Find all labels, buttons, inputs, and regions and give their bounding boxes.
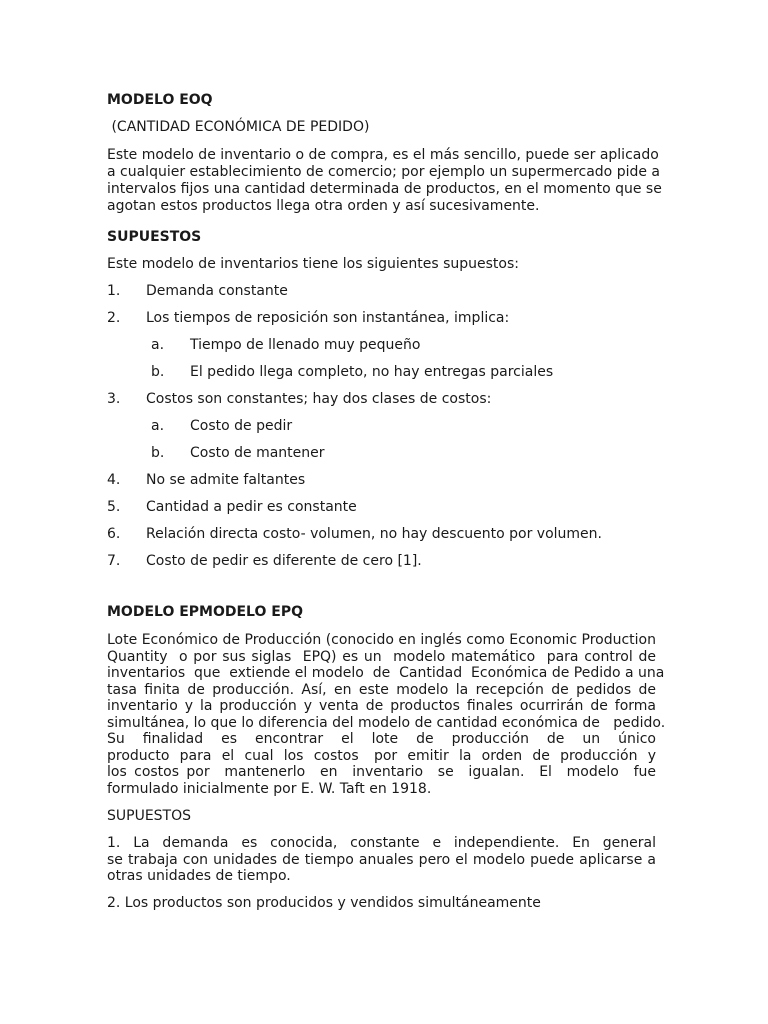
- epq-title-block: [107, 604, 656, 621]
- list-item-number: 4.: [107, 472, 121, 488]
- list-subitem: [107, 364, 656, 381]
- list-item: [107, 310, 656, 327]
- list-item-number: 7.: [107, 553, 121, 569]
- list-subitem-text: Costo de mantener: [190, 445, 325, 461]
- list-item-text: Los tiempos de reposición son instantánea, implica:: [146, 310, 510, 326]
- epq-point-2: 2. Los productos son producidos y vendidos simultáneamente: [107, 895, 541, 911]
- list-subitem: [107, 337, 656, 354]
- epq-body-line: inventario y la producción y venta de productos finales ocurrirán de forma: [107, 698, 656, 714]
- eoq-supuestos-intro: Este modelo de inventarios tiene los siguientes supuestos:: [107, 256, 520, 272]
- list-subitem-text: Tiempo de llenado muy pequeño: [190, 337, 421, 353]
- eoq-supuestos-title-block: [107, 229, 656, 246]
- list-item: [107, 472, 656, 489]
- epq-body-line: Lote Económico de Producción (conocido en inglés como Economic Production: [107, 632, 656, 648]
- list-subitem-text: El pedido llega completo, no hay entregas parciales: [190, 364, 554, 380]
- epq-body-line: Quantity o por sus siglas EPQ) es un modelo matemático para control de: [107, 648, 656, 665]
- list-subitem: [107, 445, 656, 462]
- list-subitem-letter: b.: [151, 364, 165, 380]
- epq-supuestos-heading: SUPUESTOS: [107, 808, 192, 824]
- epq-body-line: formulado inicialmente por E. W. Taft en 1918.: [107, 780, 432, 797]
- epq-point-1-line: se trabaja con unidades de tiempo anuales pero el modelo puede aplicarse a: [107, 851, 656, 868]
- eoq-heading: MODELO EOQ: [107, 92, 213, 108]
- list-item-text: No se admite faltantes: [146, 472, 306, 488]
- list-item-text: Relación directa costo- volumen, no hay descuento por volumen.: [146, 526, 602, 542]
- epq-supuestos-title-block: [107, 808, 656, 825]
- list-subitem: [107, 418, 656, 435]
- eoq-intro-line: intervalos fijos una cantidad determinada de productos, en el momento que se: [107, 181, 662, 197]
- list-item-text: Costos son constantes; hay dos clases de costos:: [146, 391, 492, 407]
- list-item: [107, 526, 656, 543]
- epq-heading: MODELO EPMODELO EPQ: [107, 604, 303, 620]
- epq-body-line: Su finalidad es encontrar el lote de producción de un único: [107, 731, 656, 747]
- epq-point-1: [107, 835, 656, 885]
- list-item-text: Cantidad a pedir es constante: [146, 499, 357, 515]
- list-subitem-letter: b.: [151, 445, 165, 461]
- epq-body: [107, 632, 666, 797]
- list-item-number: 1.: [107, 283, 121, 299]
- eoq-intro-line: Este modelo de inventario o de compra, es el más sencillo, puede ser aplicado: [107, 147, 659, 163]
- list-subitem-text: Costo de pedir: [190, 418, 293, 434]
- list-item: [107, 391, 656, 408]
- list-item-number: 2.: [107, 310, 121, 326]
- epq-point-1-line: otras unidades de tiempo.: [107, 868, 291, 884]
- eoq-subtitle: (CANTIDAD ECONÓMICA DE PEDIDO): [107, 119, 370, 135]
- epq-body-line: tasa finita de producción. Así, en este modelo la recepción de pedidos de: [107, 681, 656, 698]
- list-item: [107, 283, 656, 300]
- list-item-text: Demanda constante: [146, 283, 288, 299]
- epq-body-line: simultánea, lo que lo diferencia del modelo de cantidad económica de pedido.: [107, 714, 666, 731]
- list-item-number: 6.: [107, 526, 121, 542]
- list-item: [107, 499, 656, 516]
- list-subitem-letter: a.: [151, 418, 165, 434]
- list-item-number: 5.: [107, 499, 121, 515]
- eoq-intro: [107, 147, 662, 215]
- eoq-supuestos-intro-block: [107, 256, 656, 273]
- epq-body-line: inventarios que extiende el modelo de Cantidad Económica de Pedido a una: [107, 665, 665, 681]
- epq-point-2-block: [107, 895, 656, 912]
- epq-body-line: los costos por mantenerlo en inventario se igualan. El modelo fue: [107, 764, 656, 780]
- eoq-supuestos-list: [107, 283, 656, 570]
- eoq-subtitle-block: [107, 119, 656, 136]
- eoq-intro-line: a cualquier establecimiento de comercio; por ejemplo un supermercado pide a: [107, 164, 660, 180]
- eoq-supuestos-heading: SUPUESTOS: [107, 229, 202, 245]
- epq-point-1-line: 1. La demanda es conocida, constante e independiente. En general: [107, 835, 656, 851]
- eoq-intro-line: agotan estos productos llega otra orden y así sucesivamente.: [107, 198, 540, 214]
- list-item-number: 3.: [107, 391, 121, 407]
- epq-body-line: producto para el cual los costos por emitir la orden de producción y: [107, 747, 656, 764]
- list-item: [107, 553, 656, 570]
- list-item-text: Costo de pedir es diferente de cero [1].: [146, 553, 422, 569]
- eoq-title: [107, 92, 656, 109]
- list-subitem-letter: a.: [151, 337, 165, 353]
